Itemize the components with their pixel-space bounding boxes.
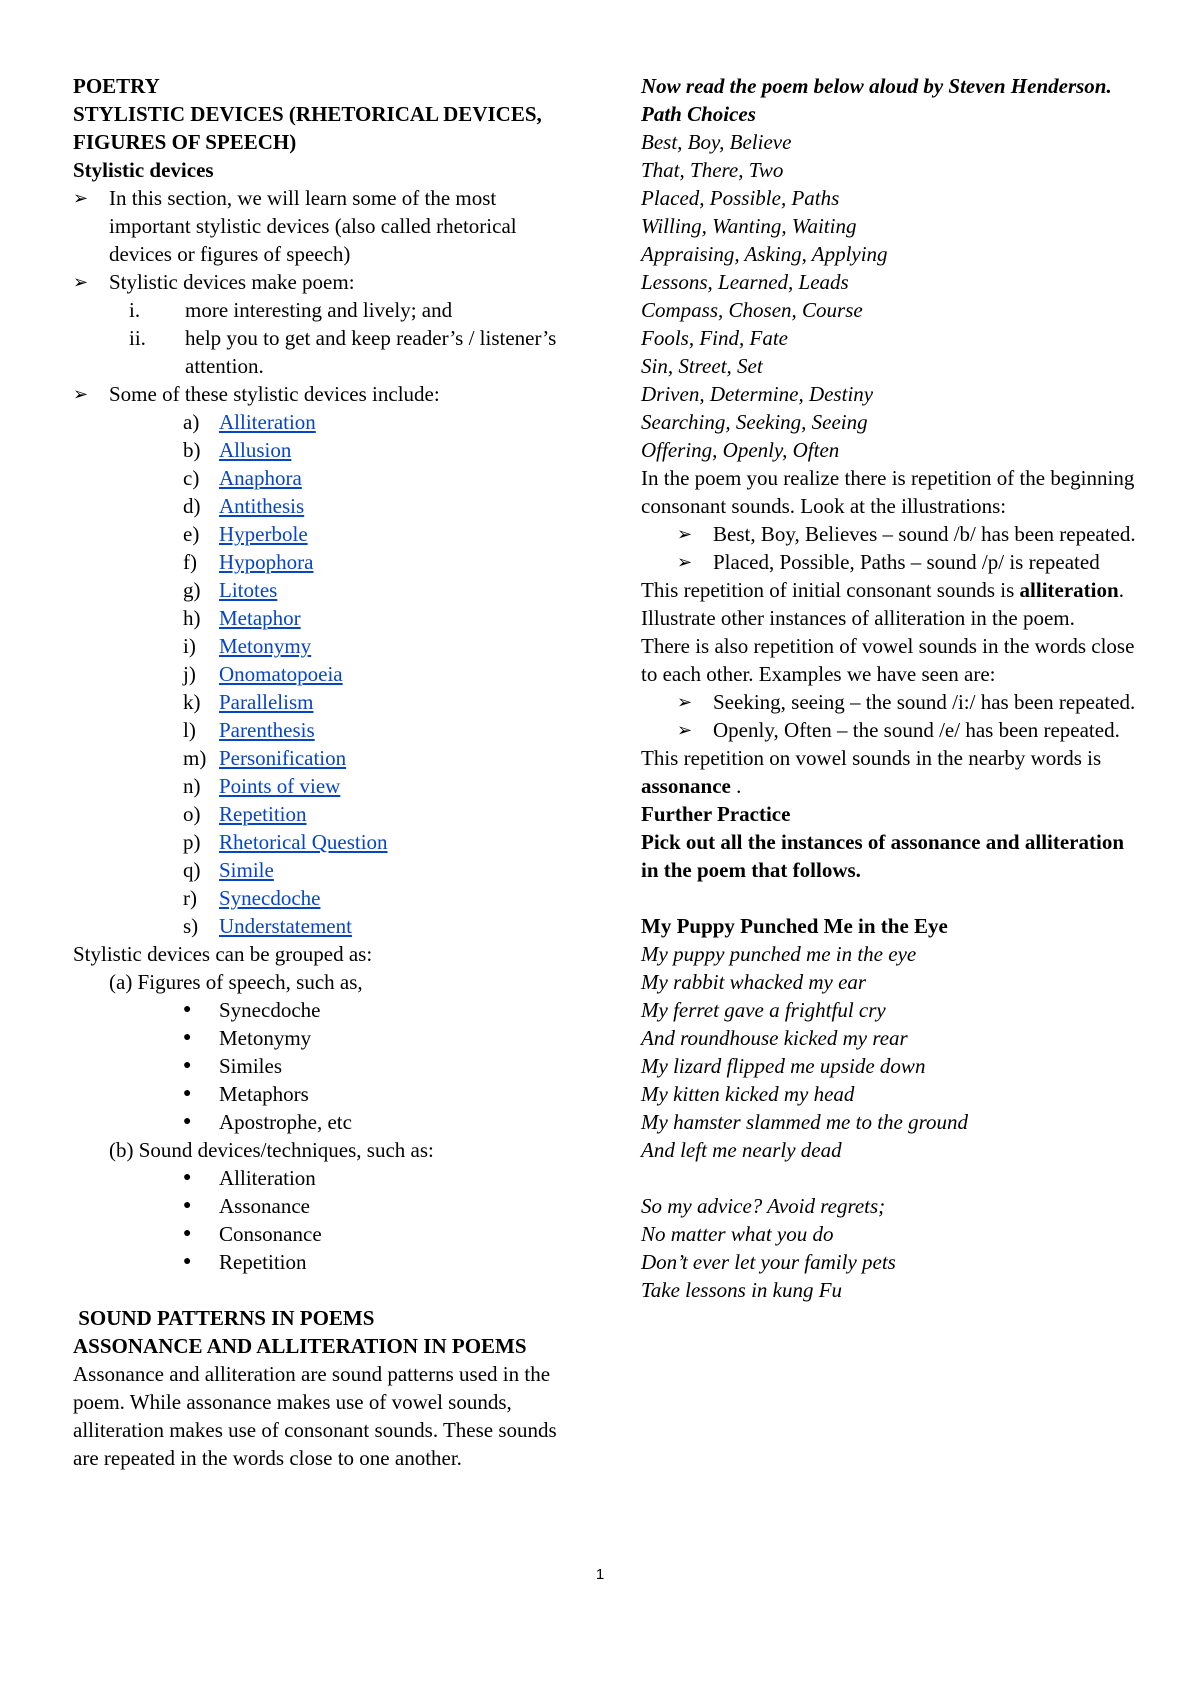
poem-line: Compass, Chosen, Course bbox=[641, 298, 863, 322]
poem-line: My puppy punched me in the eye bbox=[641, 942, 917, 966]
arrow-bullet-icon: ➢ bbox=[73, 272, 89, 292]
device-list-item: e) Hyperbole bbox=[183, 522, 308, 546]
poem-line: Driven, Determine, Destiny bbox=[641, 382, 874, 406]
device-list-item: j) Onomatopoeia bbox=[183, 662, 343, 686]
device-list bbox=[73, 408, 578, 940]
poem-line: And left me nearly dead bbox=[641, 1138, 842, 1162]
device-link-rhetorical-question[interactable]: Rhetorical Question bbox=[219, 830, 388, 854]
poem-line: Searching, Seeking, Seeing bbox=[641, 410, 868, 434]
list-item: ● Metonymy bbox=[183, 1026, 312, 1050]
device-link-anaphora[interactable]: Anaphora bbox=[219, 466, 302, 490]
bullet-item: ➢ Best, Boy, Believes – sound /b/ has been repeated. bbox=[677, 522, 1136, 546]
sound-patterns-heading: SOUND PATTERNS IN POEMS bbox=[73, 1306, 375, 1330]
bullet-dot-icon: ● bbox=[183, 1170, 192, 1185]
arrow-bullet-icon: ➢ bbox=[677, 720, 693, 740]
poem-line: My kitten kicked my head bbox=[641, 1082, 855, 1106]
assonance-alliteration-heading: ASSONANCE AND ALLITERATION IN POEMS bbox=[73, 1334, 527, 1358]
device-link-litotes[interactable]: Litotes bbox=[219, 578, 278, 602]
device-link-metonymy[interactable]: Metonymy bbox=[219, 634, 312, 658]
arrow-bullet-icon: ➢ bbox=[73, 188, 89, 208]
bullet-dot-icon: ● bbox=[183, 1198, 192, 1213]
grouped-heading: Stylistic devices can be grouped as: bbox=[73, 942, 373, 966]
bullet-dot-icon: ● bbox=[183, 1086, 192, 1101]
roman-list-item: i. more interesting and lively; and bbox=[129, 298, 453, 322]
poem-puppy-stanza-1 bbox=[641, 940, 1141, 1164]
device-link-synecdoche[interactable]: Synecdoche bbox=[219, 886, 321, 910]
poem-line: No matter what you do bbox=[641, 1222, 834, 1246]
page-number: 1 bbox=[595, 1566, 605, 1583]
list-item: ● Consonance bbox=[183, 1222, 322, 1246]
arrow-bullet-icon: ➢ bbox=[677, 692, 693, 712]
poem-line: Willing, Wanting, Waiting bbox=[641, 214, 857, 238]
list-item: ● Metaphors bbox=[183, 1082, 309, 1106]
subtitle-stylistic-devices: Stylistic devices bbox=[73, 158, 214, 182]
device-list-item: a) Alliteration bbox=[183, 410, 316, 434]
poem-puppy-stanza-2 bbox=[641, 1192, 1141, 1304]
device-list-item: s) Understatement bbox=[183, 914, 352, 938]
device-link-understatement[interactable]: Understatement bbox=[219, 914, 352, 938]
device-list-item: p) Rhetorical Question bbox=[183, 830, 388, 854]
list-item: ● Apostrophe, etc bbox=[183, 1110, 352, 1134]
list-item: ● Synecdoche bbox=[183, 998, 321, 1022]
arrow-bullet-icon: ➢ bbox=[73, 384, 89, 404]
device-list-item: f) Hypophora bbox=[183, 550, 314, 574]
bullet-item: ➢ In this section, we will learn some of the most important stylistic devices (also called rhetorical devices or figures of speech) bbox=[73, 186, 517, 266]
device-list-item: l) Parenthesis bbox=[183, 718, 315, 742]
device-link-hypophora[interactable]: Hypophora bbox=[219, 550, 314, 574]
poem-title-puppy: My Puppy Punched Me in the Eye bbox=[641, 914, 948, 938]
title-stylistic-devices: STYLISTIC DEVICES (RHETORICAL DEVICES, FIGURES OF SPEECH) bbox=[73, 102, 542, 154]
poem-line: So my advice? Avoid regrets; bbox=[641, 1194, 886, 1218]
poem-title-path-choices: Path Choices bbox=[641, 102, 756, 126]
poem-line: Sin, Street, Set bbox=[641, 354, 763, 378]
poem-line: My rabbit whacked my ear bbox=[641, 970, 867, 994]
left-column bbox=[73, 72, 578, 1472]
arrow-bullet-icon: ➢ bbox=[677, 552, 693, 572]
device-list-item: n) Points of view bbox=[183, 774, 341, 798]
device-link-simile[interactable]: Simile bbox=[219, 858, 274, 882]
device-list-item: c) Anaphora bbox=[183, 466, 302, 490]
bullet-item: ➢ Seeking, seeing – the sound /i:/ has been repeated. bbox=[677, 690, 1136, 714]
poem-line: That, There, Two bbox=[641, 158, 784, 182]
poem-line: Fools, Find, Fate bbox=[641, 326, 788, 350]
device-list-item: m) Personification bbox=[183, 746, 347, 770]
poem-line: Placed, Possible, Paths bbox=[641, 186, 840, 210]
poem-line: My lizard flipped me upside down bbox=[641, 1054, 926, 1078]
bullet-dot-icon: ● bbox=[183, 1254, 192, 1269]
bullet-item: ➢ Openly, Often – the sound /e/ has been repeated. bbox=[677, 718, 1120, 742]
bullet-dot-icon: ● bbox=[183, 1002, 192, 1017]
poem-line: Don’t ever let your family pets bbox=[641, 1250, 896, 1274]
practice-instruction: Pick out all the instances of assonance and alliteration in the poem that follows. bbox=[641, 830, 1125, 882]
device-list-item: b) Allusion bbox=[183, 438, 292, 462]
bullet-dot-icon: ● bbox=[183, 1114, 192, 1129]
device-list-item: q) Simile bbox=[183, 858, 274, 882]
device-list-item: r) Synecdoche bbox=[183, 886, 321, 910]
arrow-bullet-icon: ➢ bbox=[677, 524, 693, 544]
poem-line: Offering, Openly, Often bbox=[641, 438, 840, 462]
poem-line: Appraising, Asking, Applying bbox=[641, 242, 888, 266]
paragraph: There is also repetition of vowel sounds in the words close to each other. Examples we have seen are: bbox=[641, 634, 1135, 686]
bullet-item: ➢ Some of these stylistic devices include: bbox=[73, 382, 440, 406]
poem-line: My ferret gave a frightful cry bbox=[641, 998, 886, 1022]
paragraph: This repetition on vowel sounds in the nearby words is assonance . bbox=[641, 746, 1102, 798]
device-link-metaphor[interactable]: Metaphor bbox=[219, 606, 301, 630]
device-list-item: g) Litotes bbox=[183, 578, 278, 602]
bullet-dot-icon: ● bbox=[183, 1030, 192, 1045]
paragraph: This repetition of initial consonant sounds is alliteration. Illustrate other instances of alliteration in the poem. bbox=[641, 578, 1124, 630]
poem-intro: Now read the poem below aloud by Steven Henderson. bbox=[641, 74, 1112, 98]
poem-line: Take lessons in kung Fu bbox=[641, 1278, 843, 1302]
device-link-alliteration[interactable]: Alliteration bbox=[219, 410, 316, 434]
bullet-item: ➢ Placed, Possible, Paths – sound /p/ is repeated bbox=[677, 550, 1100, 574]
device-link-onomatopoeia[interactable]: Onomatopoeia bbox=[219, 662, 343, 686]
device-link-personification[interactable]: Personification bbox=[219, 746, 347, 770]
poem-line: And roundhouse kicked my rear bbox=[641, 1026, 908, 1050]
paragraph: In the poem you realize there is repetition of the beginning consonant sounds. Look at the illustrations: bbox=[641, 466, 1135, 518]
poem-path-choices bbox=[641, 128, 1141, 464]
device-link-parenthesis[interactable]: Parenthesis bbox=[219, 718, 315, 742]
device-list-item: o) Repetition bbox=[183, 802, 307, 826]
list-item: ● Assonance bbox=[183, 1194, 310, 1218]
poem-line: My hamster slammed me to the ground bbox=[641, 1110, 969, 1134]
group-a-heading: (a) Figures of speech, such as, bbox=[109, 970, 363, 994]
bullet-item: ➢ Stylistic devices make poem: bbox=[73, 270, 355, 294]
right-column bbox=[641, 72, 1141, 1304]
device-list-item: i) Metonymy bbox=[183, 634, 312, 658]
device-link-points-of-view[interactable]: Points of view bbox=[219, 774, 341, 798]
list-item: ● Alliteration bbox=[183, 1166, 316, 1190]
sound-patterns-paragraph: Assonance and alliteration are sound patterns used in the poem. While assonance makes use of vowel sounds, alliteration makes use of consonant sounds. These sounds are repeated in the words close to one another. bbox=[73, 1362, 557, 1470]
title-poetry: POETRY bbox=[73, 74, 160, 98]
poem-line: Lessons, Learned, Leads bbox=[641, 270, 849, 294]
device-link-antithesis[interactable]: Antithesis bbox=[219, 494, 305, 518]
device-link-repetition[interactable]: Repetition bbox=[219, 802, 307, 826]
bullet-dot-icon: ● bbox=[183, 1226, 192, 1241]
list-item: ● Similes bbox=[183, 1054, 283, 1078]
further-practice-heading: Further Practice bbox=[641, 802, 791, 826]
device-list-item: d) Antithesis bbox=[183, 494, 305, 518]
device-link-parallelism[interactable]: Parallelism bbox=[219, 690, 314, 714]
device-list-item: k) Parallelism bbox=[183, 690, 314, 714]
device-link-hyperbole[interactable]: Hyperbole bbox=[219, 522, 308, 546]
poem-line: Best, Boy, Believe bbox=[641, 130, 792, 154]
device-link-allusion[interactable]: Allusion bbox=[219, 438, 292, 462]
group-b-heading: (b) Sound devices/techniques, such as: bbox=[109, 1138, 434, 1162]
roman-list-item: ii. help you to get and keep reader’s / listener’s attention. bbox=[129, 326, 557, 378]
bullet-dot-icon: ● bbox=[183, 1058, 192, 1073]
list-item: ● Repetition bbox=[183, 1250, 307, 1274]
device-list-item: h) Metaphor bbox=[183, 606, 301, 630]
